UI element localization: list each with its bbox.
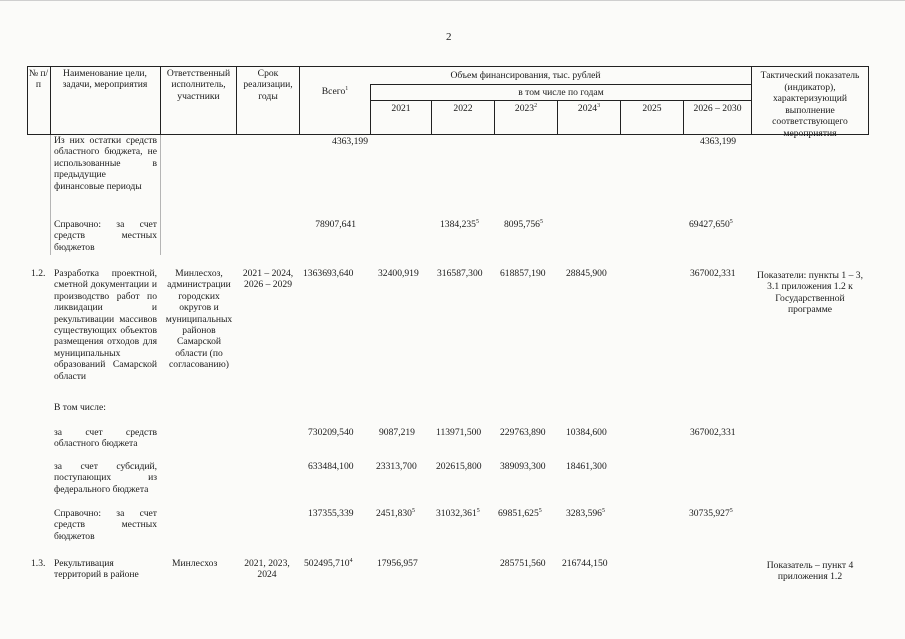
row-total: 1363693,640	[303, 268, 354, 279]
row-value-2021: 2451,830$^5$	[376, 508, 415, 519]
header-indicator: Тактический показатель (индикатор), характеризующий выполнение соответствующего мероприятия	[760, 70, 860, 139]
row-value-2026-2030: 69427,650$^5$	[689, 219, 733, 230]
row-value-2026-2030: 30735,927$^5$	[689, 508, 733, 519]
header-num: № п/п	[28, 68, 49, 91]
page-top-edge	[0, 0, 905, 1]
row-name: Разработка проектной, сметной документации и производство работ по ликвидации и рекультивации массивов существующих объектов размещения отходов для муниципальных образований Самарской области	[54, 268, 157, 382]
header-year-2022: 2022	[453, 103, 473, 114]
row-value-2023: 618857,190	[500, 268, 546, 279]
row-value-2022: 316587,300	[437, 268, 483, 279]
header-name: Наименование цели, задачи, мероприятия	[62, 68, 148, 91]
header-by-years: в том числе по годам	[518, 87, 604, 98]
row-name: Рекультивация территорий в районе	[54, 558, 139, 581]
row-total: 78907,641	[315, 219, 356, 230]
row-value-2023: 389093,300	[500, 461, 546, 472]
header-year-2021: 2021	[391, 103, 411, 114]
page-number: 2	[446, 31, 452, 43]
row-total: 633484,100	[308, 461, 354, 472]
row-value-2024: 10384,600	[566, 427, 607, 438]
row-value-2022: 202615,800	[436, 461, 482, 472]
header-year-2025: 2025	[642, 103, 662, 114]
row-value-2026-2030: 4363,199	[700, 136, 736, 147]
row-name: за счет средств областного бюджета	[54, 427, 157, 450]
row-value-2023: 69851,625$^5$	[498, 508, 542, 519]
row-value-2023: 8095,756$^5$	[504, 219, 543, 230]
row-indicator: Показатель – пункт 4 приложения 1.2	[766, 560, 854, 583]
header-year-2024: 2024$^3$	[577, 103, 601, 114]
header-responsible: Ответственный исполнитель, участники	[166, 68, 231, 102]
row-total: 502495,710$^4$	[304, 558, 353, 569]
row-value-2024: 18461,300	[566, 461, 607, 472]
row-total: 137355,339	[308, 508, 354, 519]
row-name: Справочно: за счет средств местных бюджетов	[54, 508, 157, 542]
row-value-2022: 1384,235$^5$	[440, 219, 479, 230]
row-value-2021: 9087,219	[379, 427, 415, 438]
header-year-2023: 2023$^2$	[514, 103, 538, 114]
row-indicator: Показатели: пункты 1 – 3, 3.1 приложения 1.2 к Государственной программе	[757, 270, 863, 316]
header-total: Всего$^1$	[321, 86, 349, 97]
row-value-2023: 229763,890	[500, 427, 546, 438]
row-name: Из них остатки средств областного бюджета, не использованные в предыдущие финансовые периоды	[54, 135, 157, 192]
row-value-2023: 285751,560	[500, 558, 546, 569]
row-value-2021: 17956,957	[377, 558, 418, 569]
row-term: 2021 – 2024, 2026 – 2029	[242, 268, 294, 291]
row-responsible: Минлесхоз	[172, 558, 218, 569]
row-value-2024: 216744,150	[562, 558, 608, 569]
row-name: В том числе:	[54, 402, 106, 413]
row-value-2021: 23313,700	[376, 461, 417, 472]
header-term: Срок реализации, годы	[243, 68, 293, 102]
row-value-2026-2030: 367002,331	[690, 268, 736, 279]
row-value-2026-2030: 367002,331	[690, 427, 736, 438]
row-value-2024: 3283,596$^5$	[566, 508, 605, 519]
row-number: 1.2.	[31, 268, 46, 279]
header-financing: Объем финансирования, тыс. рублей	[450, 70, 601, 81]
header-year-2026-2030: 2026 – 2030	[693, 103, 742, 114]
row-total: 730209,540	[308, 427, 354, 438]
row-value-2022: 31032,361$^5$	[436, 508, 480, 519]
row-value-2024: 28845,900	[566, 268, 607, 279]
row-name: Справочно: за счет средств местных бюджетов	[54, 219, 157, 253]
row-value-2022: 113971,500	[436, 427, 482, 438]
row-name: за счет субсидий, поступающих из федерального бюджета	[54, 461, 157, 495]
row-value-2021: 32400,919	[378, 268, 419, 279]
row-total: 4363,199	[332, 136, 368, 147]
row-number: 1.3.	[31, 558, 46, 569]
row-responsible: Минлесхоз, администрации городских округов и муниципальных районов Самарской области (по согласованию)	[165, 268, 233, 371]
row-term: 2021, 2023, 2024	[244, 558, 290, 581]
